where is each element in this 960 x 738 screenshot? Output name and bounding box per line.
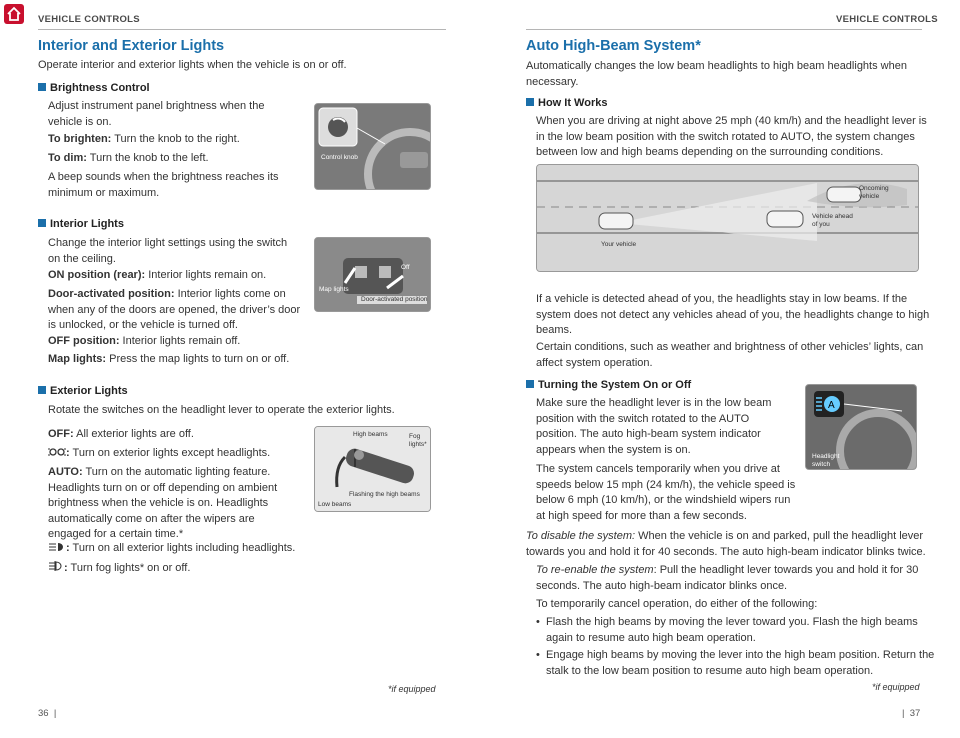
intro-text: Operate interior and exterior lights when the vehicle is on or off. — [38, 59, 347, 71]
cancel-text: The system cancels temporarily when you drive at speeds below 15 mph (24 km/h), the vehicle speed is below 6 mph (10 km/h), or the windshield wipers run at high speed for more than a few seconds. — [536, 463, 796, 522]
reenable-text: To re-enable the system: Pull the headlight lever towards you and hold it for 30 seconds. The auto high-beam indicator blinks once. — [536, 564, 919, 592]
ext-fog-text: : Turn fog lights* on or off. — [48, 560, 190, 578]
temp-cancel-text: To temporarily cancel operation, do either of the following: — [536, 598, 818, 610]
ext-headlight-text: : Turn on all exterior lights including headlights. — [48, 541, 295, 558]
road-diagram — [536, 164, 919, 272]
fog-lights-label: Fog lights* — [409, 433, 427, 448]
oncoming-label: Oncoming vehicle — [859, 185, 889, 200]
ext-off-text: OFF: All exterior lights are off. — [48, 428, 194, 440]
bullet-item: • Engage high beams by moving the lever into the high beam position. Return the stalk to the low beam position to resume auto high beam operation. — [536, 649, 935, 677]
bullet-item: • Flash the high beams by moving the lever toward you. Flash the high beams again to resume auto high beam operation. — [536, 616, 918, 644]
map-lights-text: Map lights: Press the map lights to turn on or off. — [48, 353, 290, 365]
header-divider — [38, 29, 446, 30]
on-position-text: ON position (rear): Interior lights remain on. — [48, 269, 267, 281]
page-number: 36 | — [38, 708, 57, 719]
map-lights-label: Map lights — [319, 286, 349, 293]
door-activated-label: Door-activated position — [361, 296, 428, 303]
ext-auto-text: AUTO: Turn on the automatic lighting feature. Headlights turn on or off depending on ambient brightness when the vehicle is on. Headlights automatically come on after the wipers are engaged for a certain time.* — [48, 466, 278, 540]
off-position-text: OFF position: Interior lights remain off. — [48, 335, 241, 347]
how-heading: How It Works — [526, 97, 607, 109]
page-title: Auto High-Beam System* — [526, 38, 701, 54]
section-marker-icon — [526, 380, 534, 388]
headlight-lever-figure — [314, 426, 431, 512]
dashboard-illustration — [315, 104, 431, 190]
page-header: VEHICLE CONTROLS — [38, 14, 140, 25]
brighten-text: To brighten: Turn the knob to the right. — [48, 133, 240, 145]
figure-label: Control knob — [321, 154, 358, 161]
switch-label: Headlight switch — [812, 453, 840, 468]
high-beams-label: High beams — [353, 431, 388, 438]
beep-text: A beep sounds when the brightness reaches its minimum or maximum. — [48, 171, 279, 199]
low-beams-label: Low beams — [318, 501, 352, 508]
certain-text: Certain conditions, such as weather and brightness of other vehicles’ lights, can affect system operation. — [536, 341, 924, 369]
disable-text: To disable the system: When the vehicle is on and parked, pull the headlight lever towards you and hold it for 40 seconds. The auto high-beam indicator blinks twice. — [526, 530, 926, 558]
control-knob-figure — [314, 103, 431, 190]
ahead-label: Vehicle ahead of you — [812, 213, 853, 228]
how-text: When you are driving at night above 25 mph (40 km/h) and the headlight lever is in the low beam position with the switch rotated to AUTO, the system changes between low and high beams depending on the surrounding conditions. — [536, 115, 927, 158]
road-illustration — [537, 165, 919, 272]
interior-heading: Interior Lights — [38, 218, 124, 230]
exterior-intro: Rotate the switches on the headlight lever to operate the exterior lights. — [48, 404, 395, 416]
headlight-icon — [48, 542, 66, 558]
detect-text: If a vehicle is detected ahead of you, the headlights stay in low beams. If the system does not detect any vehicles ahead of you, the headlights change to high beams. — [536, 293, 930, 336]
right-page — [480, 0, 960, 738]
parking-lights-icon — [48, 447, 66, 463]
section-marker-icon — [38, 386, 46, 394]
headlight-switch-figure — [805, 384, 917, 470]
section-marker-icon — [526, 98, 534, 106]
page-title: Interior and Exterior Lights — [38, 38, 225, 54]
footnote: *if equipped — [388, 684, 436, 694]
turning-text: Make sure the headlight lever is in the low beam position with the switch rotated to the AUTO position. The auto high-beam system indicator appears when the system is on. — [536, 397, 772, 456]
dim-text: To dim: Turn the knob to the left. — [48, 152, 209, 164]
door-position-text: Door-activated position: Interior lights come on when any of the doors are opened, the driver’s door is unlocked, or the vehicle is turned off. — [48, 288, 301, 331]
turning-heading: Turning the System On or Off — [526, 379, 691, 391]
footnote: *if equipped — [872, 682, 920, 692]
section-marker-icon — [38, 219, 46, 227]
intro-text: Automatically changes the low beam headlights to high beam headlights when necessary. — [526, 60, 907, 88]
flash-label: Flashing the high beams — [349, 491, 420, 498]
page-number: | 37 — [902, 708, 921, 719]
svg-text:A: A — [828, 400, 835, 411]
ext-parking-text: : Turn on exterior lights except headlights. — [48, 446, 270, 463]
section-marker-icon — [38, 83, 46, 91]
your-vehicle-label: Your vehicle — [601, 241, 637, 248]
interior-text: Change the interior light settings using the switch on the ceiling. — [48, 237, 288, 265]
header-divider — [526, 29, 922, 30]
home-icon[interactable] — [4, 4, 24, 24]
brightness-text: Adjust instrument panel brightness when the vehicle is on. — [48, 100, 265, 128]
page-header: VEHICLE CONTROLS — [836, 14, 938, 25]
fog-lights-icon — [48, 560, 64, 578]
off-label: Off — [401, 264, 410, 271]
ceiling-switch-figure — [314, 237, 431, 312]
brightness-heading: Brightness Control — [38, 82, 150, 94]
exterior-heading: Exterior Lights — [38, 385, 128, 397]
